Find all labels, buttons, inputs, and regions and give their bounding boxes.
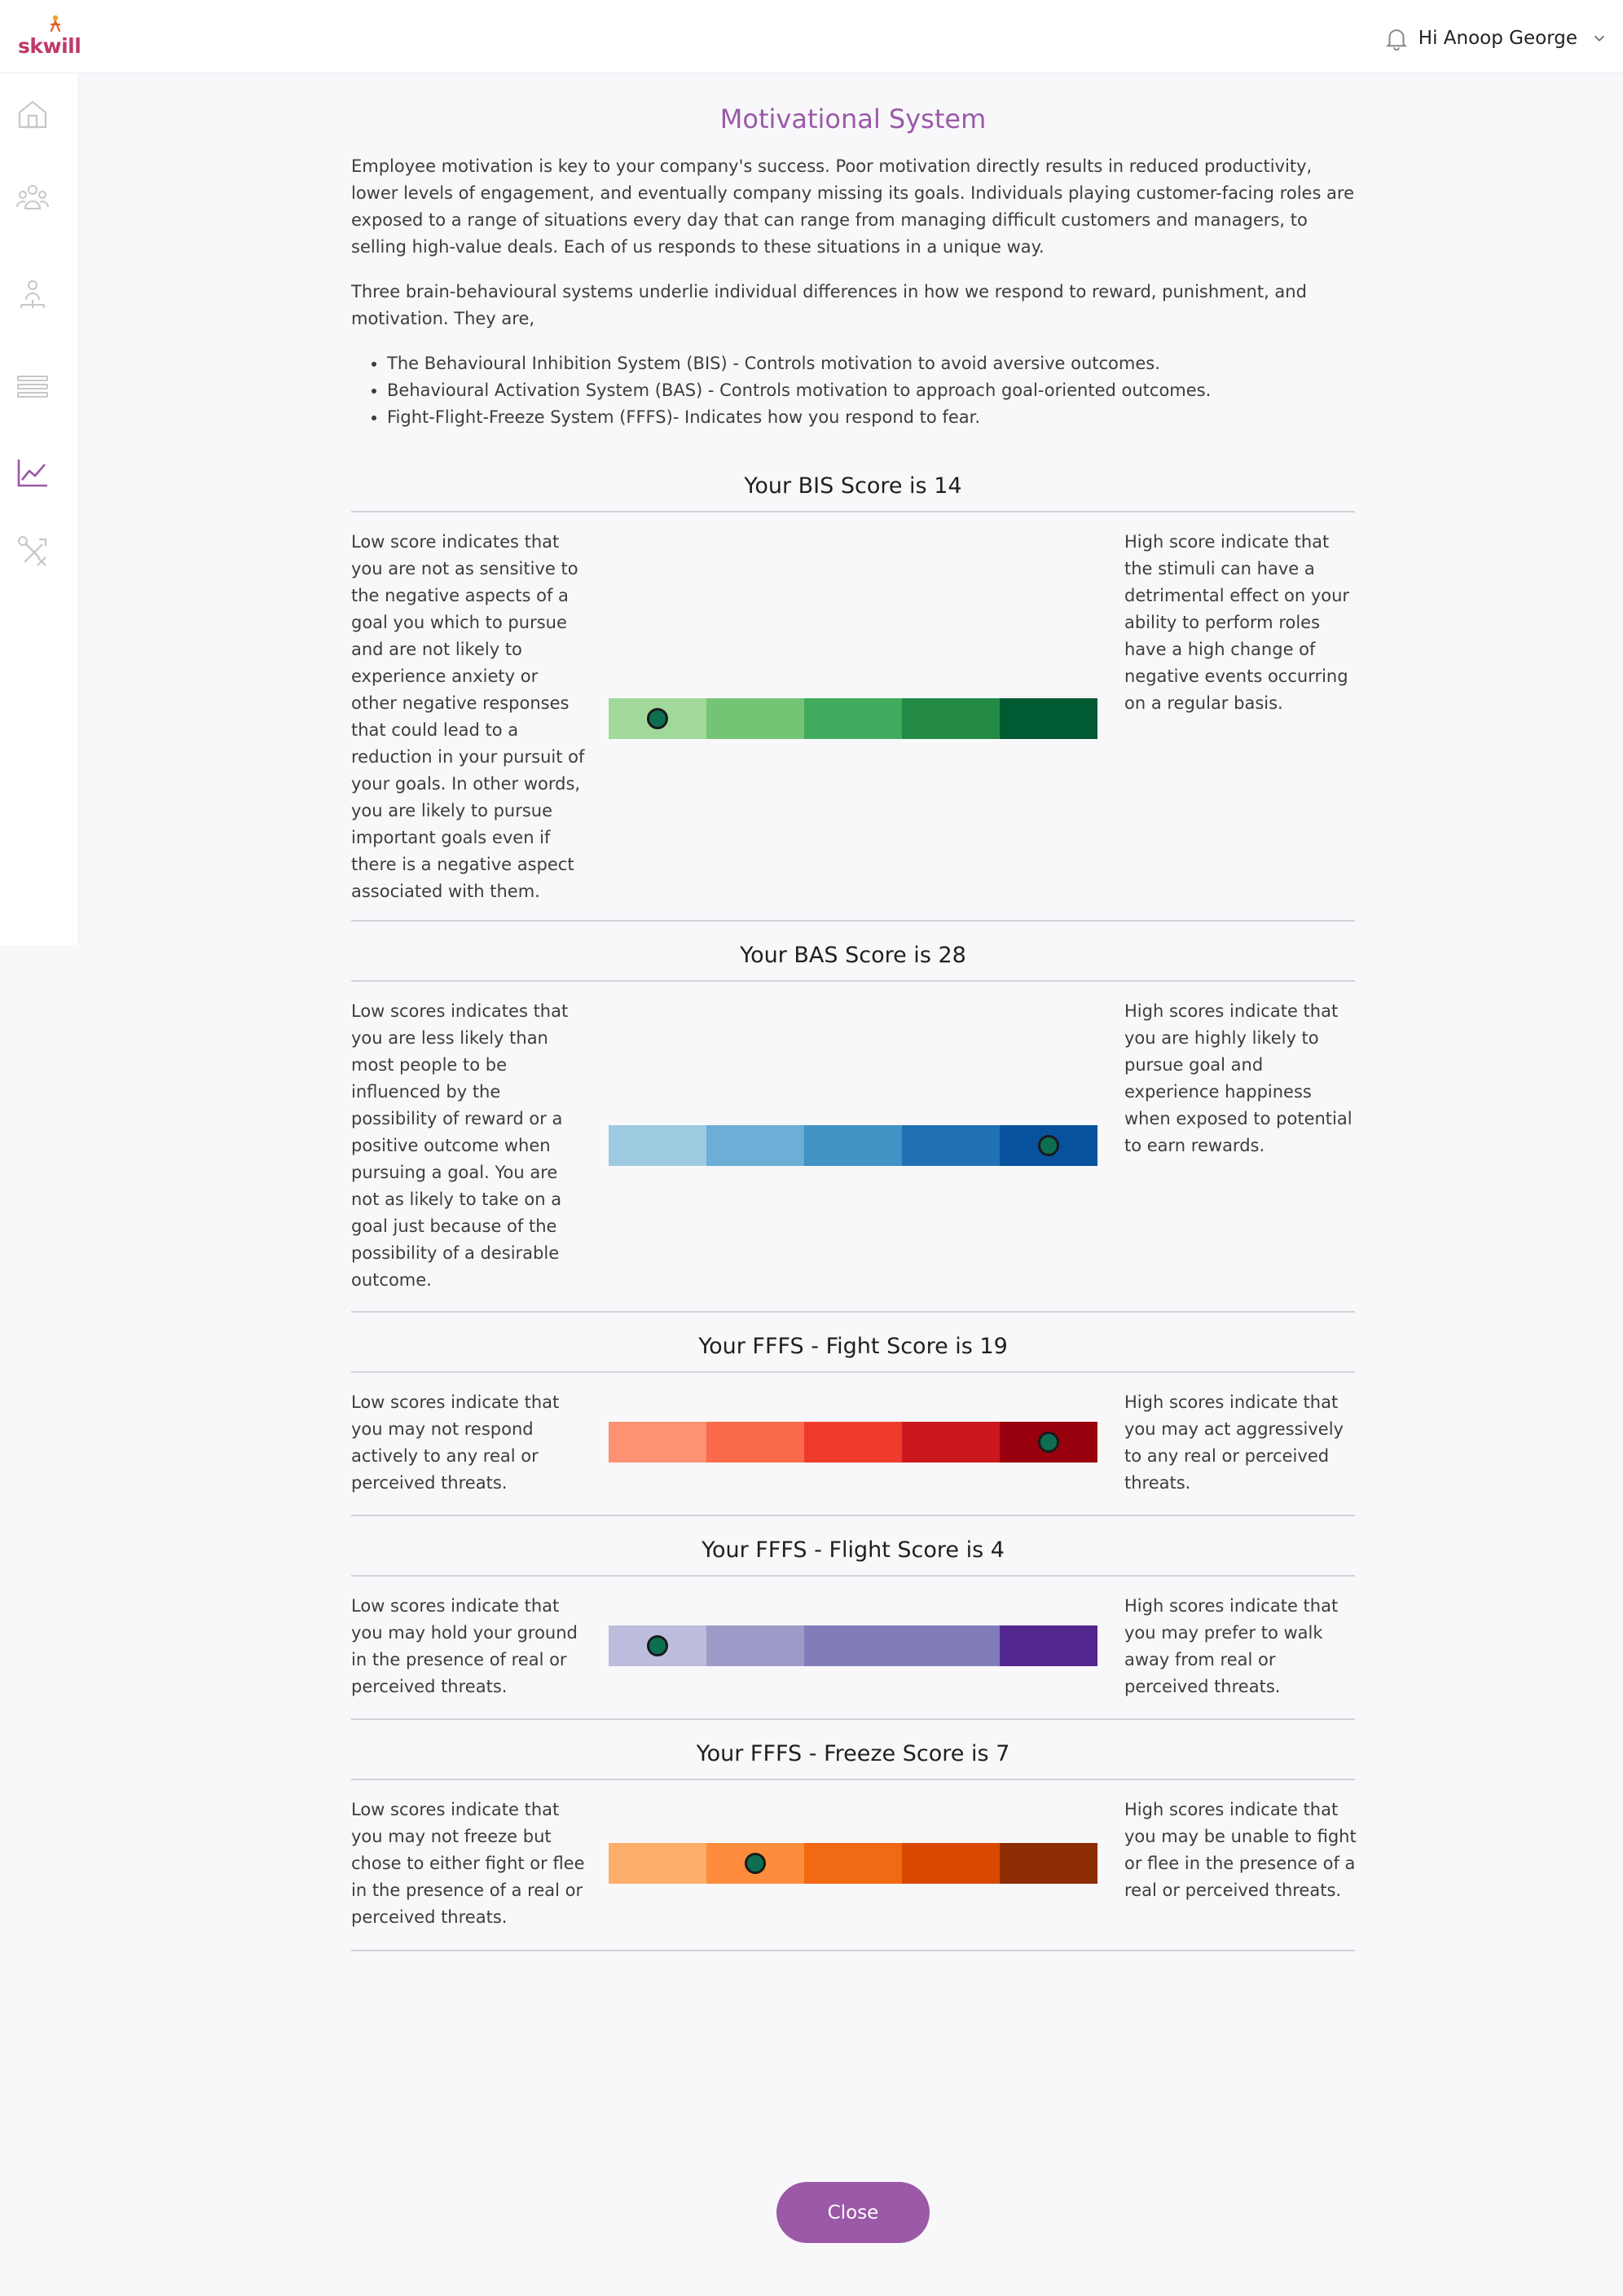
score-marker [647, 708, 668, 729]
score-marker [1038, 1135, 1059, 1156]
scale-segment [902, 698, 1000, 739]
intro-paragraph-1: Employee motivation is key to your company's success. Poor motivation directly results in reduced productivity, lower levels of engagement, and eventually company missing its goals. Individuals playing customer-facing roles are exposed to a range of situations every day that can range from managing difficult customers and managers, to selling high-value deals. Each of us responds to these situations in a unique way. [351, 156, 1355, 257]
bell-icon[interactable] [1383, 24, 1410, 52]
score-scale [609, 1422, 1097, 1462]
scale-segment [804, 1125, 902, 1166]
tools-icon [15, 533, 51, 569]
low-score-description: Low scores indicate that you may not freeze but chose to either fight or flee in the presence of a real or perceived threats. [351, 1800, 585, 1927]
person-network-icon [15, 277, 51, 313]
low-score-description: Low scores indicate that you may not respond actively to any real or perceived threats. [351, 1392, 560, 1493]
score-body [351, 1780, 1355, 1951]
fight-score-section [351, 1322, 1355, 1516]
score-scale [609, 1843, 1097, 1884]
score-body [351, 1577, 1355, 1720]
high-score-description: High score indicate that the stimuli can have a detrimental effect on your ability to perform roles have a high change of negative events occurring on a regular basis. [1124, 532, 1350, 713]
sidebar [0, 73, 79, 945]
score-body [351, 1373, 1355, 1516]
high-score-description: High scores indicate that you may prefer to walk away from real or perceived threats. [1124, 1596, 1339, 1696]
team-icon [15, 179, 51, 215]
score-title: Your BIS Score is 14 [351, 462, 1355, 512]
freeze-score-section [351, 1730, 1355, 1951]
scale-segment [902, 1625, 1000, 1666]
scale-segment [902, 1422, 1000, 1462]
skwill-logo[interactable] [18, 15, 81, 58]
score-marker [647, 1635, 668, 1656]
scale-segment [804, 1843, 902, 1884]
scale-segment [1000, 1843, 1097, 1884]
logo-text: skwill [18, 34, 81, 58]
scale-segment [706, 698, 804, 739]
close-button[interactable]: Close [776, 2182, 930, 2243]
score-marker [745, 1853, 766, 1874]
low-score-description: Low scores indicates that you are less likely than most people to be influenced by the possibility of reward or a positive outcome when pursuing a goal. You are not as likely to take on a goal just because of the possibility of a desirable outcome. [351, 1001, 569, 1290]
high-score-description: High scores indicate that you are highly likely to pursue goal and experience happiness when exposed to potential to earn rewards. [1124, 1001, 1352, 1155]
score-marker [1038, 1432, 1059, 1453]
sidebar-item-tools[interactable] [15, 533, 51, 569]
score-title: Your FFFS - Freeze Score is 7 [351, 1730, 1355, 1780]
score-body [351, 982, 1355, 1313]
score-scale [609, 698, 1097, 739]
sidebar-item-home[interactable] [15, 96, 51, 132]
user-menu[interactable] [1383, 24, 1608, 52]
scale-segment [804, 1625, 902, 1666]
main-content [351, 73, 1355, 1951]
chart-line-icon [15, 455, 51, 490]
scale-segment [902, 1843, 1000, 1884]
score-scale [609, 1125, 1097, 1166]
score-title: Your FFFS - Fight Score is 19 [351, 1322, 1355, 1373]
user-greeting: Hi Anoop George [1418, 28, 1577, 49]
scale-segment [902, 1125, 1000, 1166]
scale-segment [1000, 1625, 1097, 1666]
sidebar-item-person-network[interactable] [15, 277, 51, 313]
bas-score-section [351, 931, 1355, 1313]
high-score-description: High scores indicate that you may be unable to fight or flee in the presence of a real or perceived threats. [1124, 1800, 1357, 1900]
sidebar-item-team[interactable] [15, 179, 51, 215]
top-bar [0, 0, 1623, 73]
scale-segment [804, 1422, 902, 1462]
scale-segment [609, 1422, 706, 1462]
scale-segment [706, 1625, 804, 1666]
list-item: • The Behavioural Inhibition System (BIS) - Controls motivation to avoid aversive outcomes. [387, 350, 1355, 377]
scale-segment [706, 1125, 804, 1166]
low-score-description: Low scores indicate that you may hold your ground in the presence of real or perceived threats. [351, 1596, 578, 1696]
list-item: • Fight-Flight-Freeze System (FFFS)- Indicates how you respond to fear. [387, 404, 1355, 431]
score-title: Your BAS Score is 28 [351, 931, 1355, 982]
score-scale [609, 1625, 1097, 1666]
scale-segment [1000, 698, 1097, 739]
logo-figure-icon [49, 15, 62, 33]
intro-section [351, 153, 1355, 431]
list-item: • Behavioural Activation System (BAS) - Controls motivation to approach goal-oriented outcomes. [387, 377, 1355, 404]
low-score-description: Low score indicates that you are not as sensitive to the negative aspects of a goal you which to pursue and are not likely to experience anxiety or other negative responses that could lead to a reduction in your pursuit of your goals. In other words, you are likely to pursue important goals even if there is a negative aspect associated with them. [351, 532, 585, 901]
scale-segment [609, 1125, 706, 1166]
scale-segment [609, 1843, 706, 1884]
list-icon [15, 368, 51, 404]
home-icon [15, 96, 51, 132]
chevron-down-icon[interactable] [1590, 29, 1608, 47]
page-title: Motivational System [719, 103, 987, 134]
scale-segment [804, 698, 902, 739]
sidebar-item-analytics[interactable] [15, 455, 51, 490]
intro-paragraph-2: Three brain-behavioural systems underlie individual differences in how we respond to reward, punishment, and motivation. They are, [351, 282, 1307, 328]
score-title: Your FFFS - Flight Score is 4 [351, 1526, 1355, 1577]
bis-score-section [351, 462, 1355, 921]
flight-score-section [351, 1526, 1355, 1720]
sidebar-item-list[interactable] [15, 368, 51, 404]
scale-segment [706, 1422, 804, 1462]
score-body [351, 512, 1355, 921]
systems-list [351, 350, 1355, 431]
high-score-description: High scores indicate that you may act aggressively to any real or perceived threats. [1124, 1392, 1344, 1493]
